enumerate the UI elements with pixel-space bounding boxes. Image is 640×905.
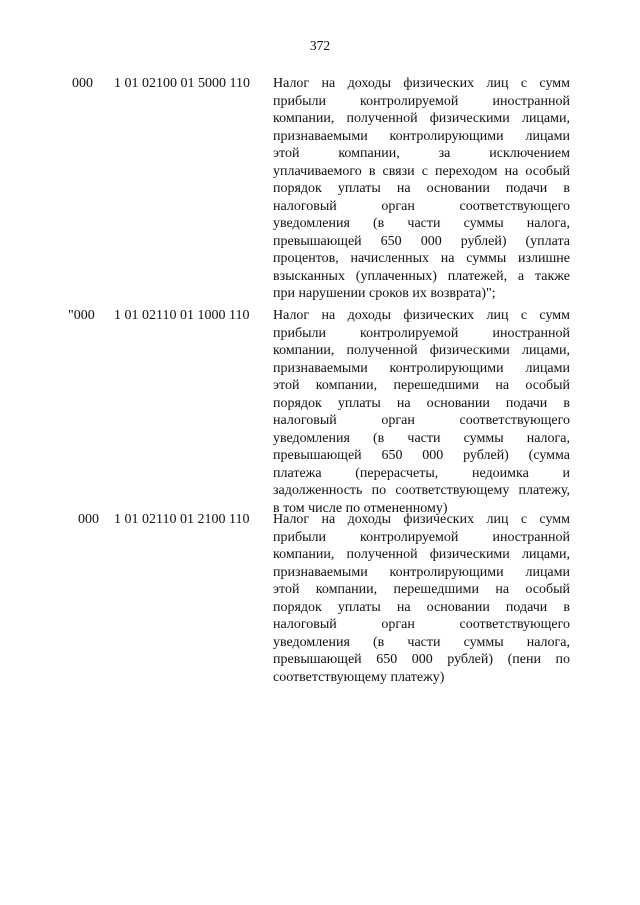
description-line: прибыли контролируемой иностранной: [273, 529, 570, 545]
description-line: этой компании, перешедшими на особый: [273, 378, 570, 393]
description-line: в том числе по отмененному): [273, 500, 448, 516]
entry-description: [273, 511, 570, 686]
description-line: признаваемыми контролирующими лицами: [273, 360, 570, 376]
budget-classification-code: 1 01 02110 01 1000 110: [114, 308, 250, 323]
description-line: при нарушении сроков их возврата)";: [273, 286, 496, 301]
description-line: порядок уплаты на основании подачи в: [273, 599, 570, 615]
admin-code: 000: [78, 512, 99, 527]
entry-description: [273, 307, 570, 517]
description-line: налоговый орган соответствующего: [273, 617, 570, 632]
entry-description: [273, 75, 570, 303]
description-line: превышающей 650 000 рублей) (сумма: [273, 448, 570, 463]
description-line: признаваемыми контролирующими лицами: [273, 564, 570, 580]
description-line: Налог на доходы физических лиц с сумм: [273, 76, 570, 91]
description-line: этой компании, перешедшими на особый: [273, 582, 570, 597]
description-line: уведомления (в части суммы налога,: [273, 216, 570, 231]
description-line: превышающей 650 000 рублей) (пени по: [273, 652, 570, 667]
description-line: платежа (перерасчеты, недоимка и: [273, 465, 570, 481]
description-line: уведомления (в части суммы налога,: [273, 430, 570, 446]
description-line: компании, полученной физическими лицами,: [273, 547, 570, 562]
description-line: налоговый орган соответствующего: [273, 413, 570, 428]
admin-code: 000: [72, 76, 93, 91]
description-line: компании, полученной физическими лицами,: [273, 343, 570, 358]
description-line: Налог на доходы физических лиц с сумм: [273, 512, 570, 527]
description-line: налоговый орган соответствующего: [273, 198, 570, 214]
description-line: прибыли контролируемой иностранной: [273, 325, 570, 341]
description-line: уплачиваемого в связи с переходом на особый: [273, 163, 570, 179]
description-line: компании, полученной физическими лицами,: [273, 111, 570, 126]
description-line: соответствующему платежу): [273, 669, 445, 685]
admin-code: "000: [68, 308, 95, 323]
description-line: порядок уплаты на основании подачи в: [273, 395, 570, 411]
description-line: Налог на доходы физических лиц с сумм: [273, 308, 570, 323]
description-line: этой компании, за исключением: [273, 146, 570, 161]
description-line: прибыли контролируемой иностранной: [273, 93, 570, 109]
description-line: процентов, начисленных на суммы излишне: [273, 251, 570, 266]
description-line: взысканных (уплаченных) платежей, а также: [273, 268, 570, 284]
description-line: превышающей 650 000 рублей) (уплата: [273, 233, 570, 249]
description-line: задолженность по соответствующему платежу,: [273, 483, 570, 498]
budget-classification-code: 1 01 02100 01 5000 110: [114, 76, 250, 91]
page-number: 372: [309, 38, 331, 53]
description-line: порядок уплаты на основании подачи в: [273, 181, 570, 196]
description-line: уведомления (в части суммы налога,: [273, 634, 570, 650]
budget-classification-code: 1 01 02110 01 2100 110: [114, 512, 250, 527]
description-line: признаваемыми контролирующими лицами: [273, 128, 570, 144]
